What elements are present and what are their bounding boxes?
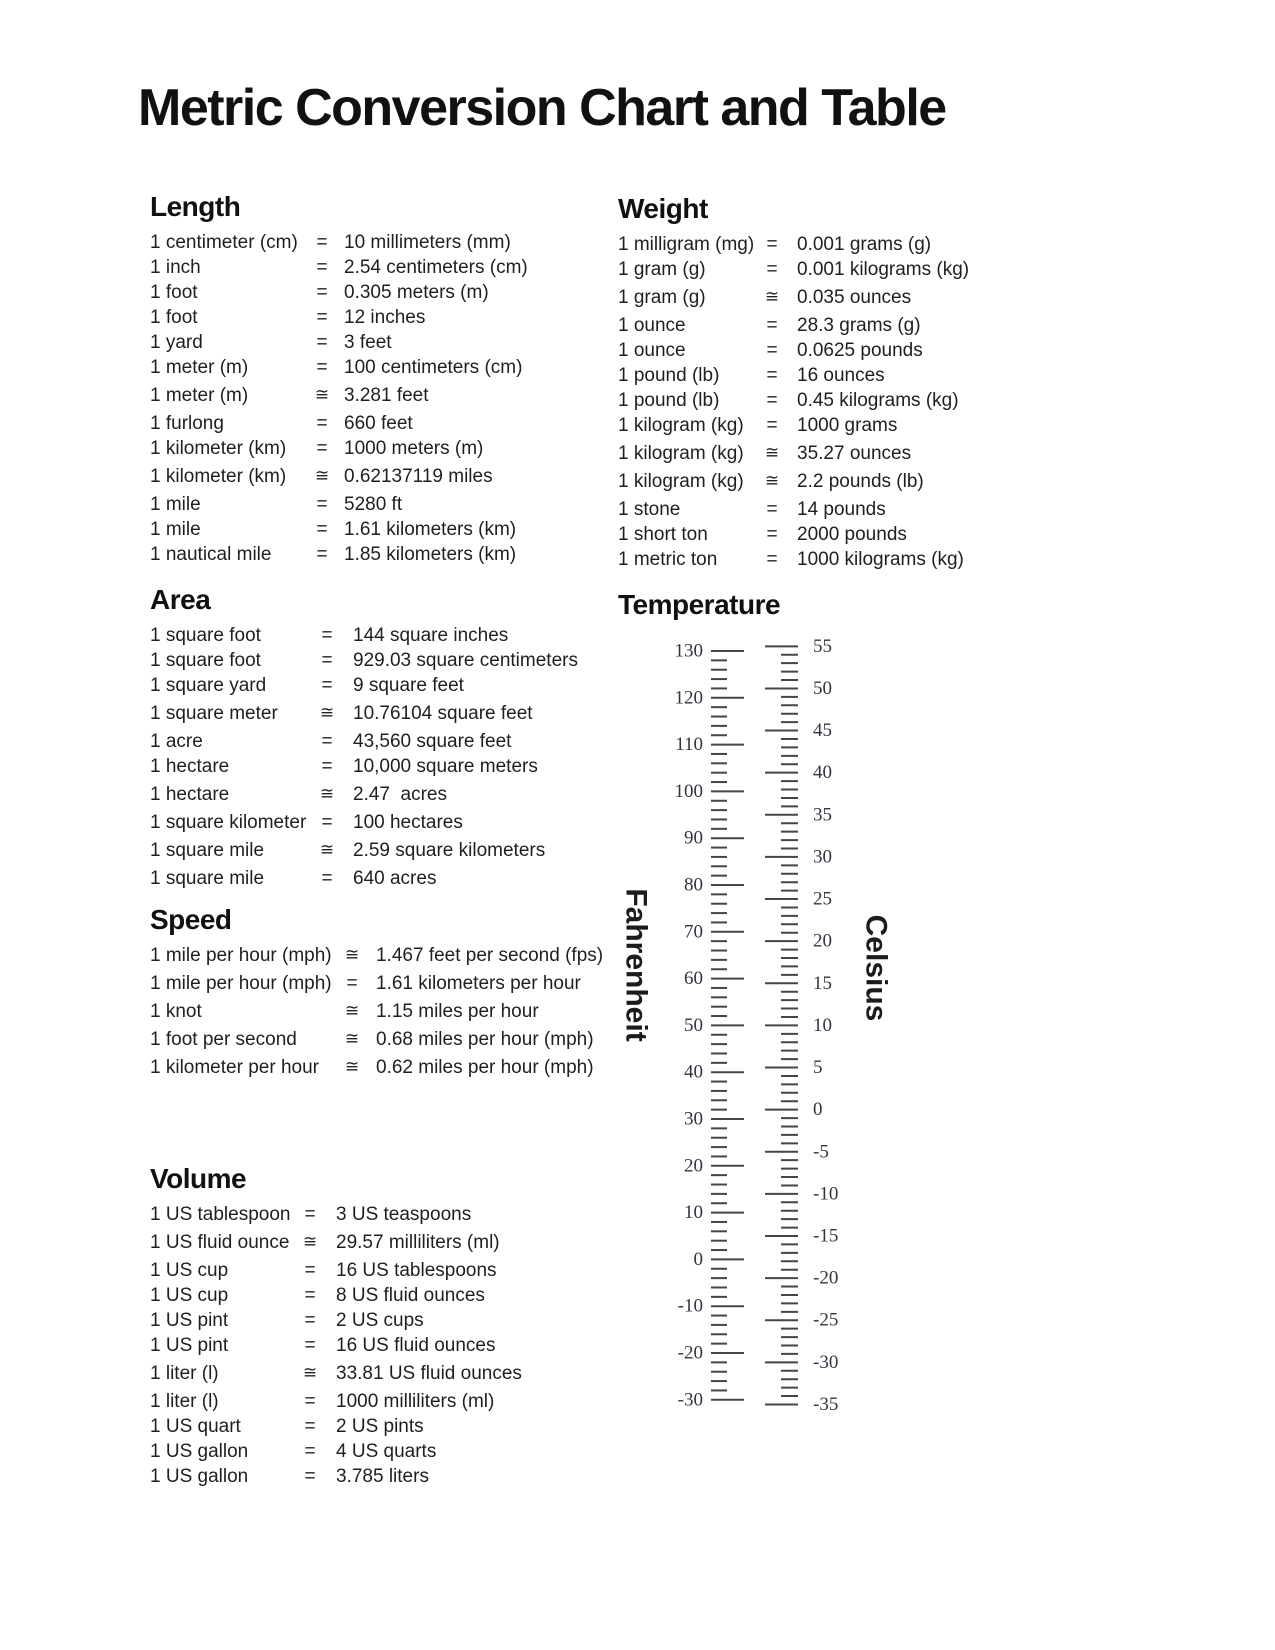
relation-symbol: = — [321, 625, 333, 646]
conversion-term: 1 kilometer per hour — [150, 1057, 319, 1078]
relation-symbol: = — [316, 257, 328, 278]
relation-symbol: ≅ — [319, 703, 335, 723]
scale-number: 80 — [684, 874, 703, 896]
relation-symbol: = — [316, 519, 328, 540]
conversion-value: 1000 meters (m) — [344, 438, 484, 459]
relation-symbol: = — [321, 868, 333, 889]
conversion-term: 1 kilometer (km) — [150, 466, 287, 487]
conversion-row — [150, 866, 600, 891]
conversion-row — [150, 729, 600, 754]
conversion-value: 0.001 kilograms (kg) — [797, 259, 970, 280]
relation-symbol: = — [321, 675, 333, 696]
conversion-row — [150, 1439, 600, 1464]
conversion-row — [150, 436, 600, 461]
conversion-term: 1 US cup — [150, 1260, 229, 1281]
conversion-row — [150, 782, 600, 807]
weight-rows — [618, 232, 1098, 572]
conversion-row — [150, 330, 600, 355]
speed-heading: Speed — [150, 904, 232, 935]
conversion-row — [150, 999, 610, 1024]
relation-symbol: = — [304, 1441, 316, 1462]
conversion-value: 2.59 square kilometers — [353, 840, 546, 861]
conversion-value: 0.45 kilograms (kg) — [797, 390, 959, 411]
conversion-value: 29.57 milliliters (ml) — [336, 1232, 500, 1253]
area-heading: Area — [150, 584, 211, 615]
scale-number: 130 — [674, 640, 703, 662]
section-area — [150, 583, 600, 891]
scale-number: 25 — [813, 888, 832, 910]
conversion-value: 33.81 US fluid ounces — [336, 1363, 522, 1384]
conversion-value: 2.2 pounds (lb) — [797, 471, 924, 492]
conversion-term: 1 foot — [150, 282, 198, 303]
conversion-row — [150, 383, 600, 408]
conversion-value: 640 acres — [353, 868, 437, 889]
relation-symbol: = — [766, 499, 778, 520]
scale-number: -5 — [813, 1141, 829, 1163]
relation-symbol: ≅ — [344, 1057, 360, 1077]
conversion-term: 1 ounce — [618, 315, 686, 336]
scale-number: 5 — [813, 1057, 823, 1079]
relation-symbol: = — [316, 413, 328, 434]
conversion-row — [150, 648, 600, 673]
conversion-value: 16 US fluid ounces — [336, 1335, 496, 1356]
conversion-row — [618, 257, 1098, 282]
conversion-term: 1 gram (g) — [618, 287, 706, 308]
conversion-term: 1 meter (m) — [150, 385, 249, 406]
conversion-value: 10.76104 square feet — [353, 703, 533, 724]
conversion-value: 0.001 grams (g) — [797, 234, 932, 255]
conversion-value: 1.85 kilometers (km) — [344, 544, 517, 565]
fahrenheit-scale — [675, 641, 745, 1411]
conversion-row — [150, 230, 600, 255]
conversion-value: 144 square inches — [353, 625, 509, 646]
conversion-term: 1 short ton — [618, 524, 708, 545]
relation-symbol: = — [304, 1466, 316, 1487]
conversion-term: 1 meter (m) — [150, 357, 249, 378]
relation-symbol: = — [316, 494, 328, 515]
conversion-row — [150, 411, 600, 436]
relation-symbol: = — [766, 315, 778, 336]
conversion-row — [150, 810, 600, 835]
celsius-scale — [765, 636, 838, 1415]
section-speed — [150, 903, 610, 1083]
conversion-row — [150, 492, 600, 517]
conversion-term: 1 yard — [150, 332, 203, 353]
conversion-term: 1 US gallon — [150, 1466, 249, 1487]
conversion-value: 5280 ft — [344, 494, 403, 515]
scale-number: 40 — [813, 762, 832, 784]
relation-symbol: ≅ — [319, 840, 335, 860]
conversion-row — [618, 363, 1098, 388]
conversion-term: 1 acre — [150, 731, 203, 752]
relation-symbol: = — [304, 1285, 316, 1306]
conversion-value: 0.0625 pounds — [797, 340, 923, 361]
conversion-row — [150, 1283, 600, 1308]
conversion-value: 10 millimeters (mm) — [344, 232, 511, 253]
scale-number: 110 — [675, 734, 703, 756]
section-weight — [618, 192, 1098, 572]
conversion-term: 1 pound (lb) — [618, 365, 720, 386]
conversion-term: 1 gram (g) — [618, 259, 706, 280]
conversion-row — [618, 413, 1098, 438]
relation-symbol: = — [316, 282, 328, 303]
conversion-term: 1 US quart — [150, 1416, 241, 1437]
scale-number: -30 — [813, 1351, 839, 1373]
relation-symbol: ≅ — [344, 1029, 360, 1049]
conversion-term: 1 US fluid ounce — [150, 1232, 290, 1253]
conversion-term: 1 mile — [150, 519, 201, 540]
scale-number: 0 — [693, 1248, 703, 1270]
conversion-row — [150, 1055, 610, 1080]
scale-number: 70 — [684, 921, 703, 943]
conversion-row — [150, 542, 600, 567]
scale-number: 20 — [684, 1155, 703, 1177]
conversion-term: 1 pound (lb) — [618, 390, 720, 411]
weight-heading: Weight — [618, 193, 708, 224]
conversion-row — [150, 517, 600, 542]
conversion-value: 10,000 square meters — [353, 756, 538, 777]
scale-number: 40 — [684, 1061, 703, 1083]
conversion-term: 1 kilogram (kg) — [618, 471, 744, 492]
relation-symbol: ≅ — [764, 471, 780, 491]
conversion-term: 1 square foot — [150, 625, 261, 646]
conversion-term: 1 square mile — [150, 868, 265, 889]
relation-symbol: = — [316, 232, 328, 253]
scale-number: 30 — [684, 1108, 703, 1130]
conversion-value: 1000 kilograms (kg) — [797, 549, 964, 570]
conversion-value: 100 centimeters (cm) — [344, 357, 523, 378]
conversion-term: 1 nautical mile — [150, 544, 272, 565]
conversion-row — [150, 1389, 600, 1414]
conversion-value: 929.03 square centimeters — [353, 650, 578, 671]
relation-symbol: = — [766, 524, 778, 545]
conversion-term: 1 liter (l) — [150, 1363, 219, 1384]
conversion-value: 660 feet — [344, 413, 413, 434]
fahrenheit-axis-label: Fahrenheit — [619, 888, 653, 1042]
relation-symbol: = — [321, 650, 333, 671]
conversion-term: 1 foot per second — [150, 1029, 297, 1050]
volume-heading: Volume — [150, 1163, 247, 1194]
relation-symbol: ≅ — [302, 1232, 318, 1252]
relation-symbol: = — [321, 812, 333, 833]
section-volume — [150, 1162, 600, 1489]
conversion-term: 1 centimeter (cm) — [150, 232, 298, 253]
scale-number: 20 — [813, 930, 832, 952]
conversion-row — [618, 469, 1098, 494]
conversion-row — [150, 1414, 600, 1439]
relation-symbol: = — [321, 756, 333, 777]
conversion-term: 1 furlong — [150, 413, 224, 434]
relation-symbol: = — [766, 259, 778, 280]
relation-symbol: = — [346, 973, 358, 994]
conversion-value: 0.62137119 miles — [344, 466, 493, 487]
scale-number: -30 — [677, 1389, 703, 1411]
conversion-row — [618, 441, 1098, 466]
area-rows — [150, 623, 600, 891]
conversion-row — [150, 255, 600, 280]
conversion-value: 0.035 ounces — [797, 287, 912, 308]
page-title: Metric Conversion Chart and Table — [138, 79, 946, 137]
conversion-term: 1 square kilometer — [150, 812, 307, 833]
conversion-row — [618, 232, 1098, 257]
relation-symbol: ≅ — [319, 784, 335, 804]
conversion-row — [618, 497, 1098, 522]
scale-number: 15 — [813, 972, 832, 994]
conversion-term: 1 kilogram (kg) — [618, 415, 744, 436]
relation-symbol: = — [316, 332, 328, 353]
conversion-row — [618, 285, 1098, 310]
conversion-row — [150, 305, 600, 330]
scale-number: 55 — [813, 635, 832, 657]
conversion-term: 1 US pint — [150, 1310, 229, 1331]
conversion-term: 1 kilogram (kg) — [618, 443, 744, 464]
relation-symbol: = — [304, 1204, 316, 1225]
relation-symbol: ≅ — [764, 443, 780, 463]
conversion-row — [150, 1230, 600, 1255]
conversion-term: 1 US cup — [150, 1285, 229, 1306]
conversion-row — [150, 1202, 600, 1227]
relation-symbol: = — [766, 415, 778, 436]
conversion-row — [150, 1361, 600, 1386]
scale-number: 60 — [684, 968, 703, 990]
length-rows — [150, 230, 600, 567]
conversion-term: 1 US tablespoon — [150, 1204, 291, 1225]
conversion-value: 16 ounces — [797, 365, 885, 386]
conversion-term: 1 foot — [150, 307, 198, 328]
conversion-value: 0.62 miles per hour (mph) — [376, 1057, 594, 1078]
relation-symbol: = — [316, 307, 328, 328]
conversion-value: 9 square feet — [353, 675, 464, 696]
scale-number: 10 — [684, 1202, 703, 1224]
conversion-term: 1 milligram (mg) — [618, 234, 755, 255]
conversion-value: 8 US fluid ounces — [336, 1285, 485, 1306]
scale-number: 30 — [813, 846, 832, 868]
conversion-term: 1 US gallon — [150, 1441, 249, 1462]
conversion-term: 1 hectare — [150, 784, 230, 805]
section-length — [150, 190, 600, 567]
volume-rows — [150, 1202, 600, 1489]
length-heading: Length — [150, 191, 241, 222]
relation-symbol: = — [304, 1310, 316, 1331]
scale-number: 10 — [813, 1014, 832, 1036]
scale-number: 45 — [813, 720, 832, 742]
conversion-value: 2.47 acres — [353, 784, 447, 805]
conversion-value: 28.3 grams (g) — [797, 315, 921, 336]
conversion-row — [150, 1258, 600, 1283]
conversion-term: 1 stone — [618, 499, 681, 520]
conversion-row — [618, 338, 1098, 363]
scale-number: 35 — [813, 804, 832, 826]
relation-symbol: = — [316, 357, 328, 378]
relation-symbol: = — [766, 549, 778, 570]
relation-symbol: = — [766, 390, 778, 411]
scale-number: 0 — [813, 1099, 823, 1121]
conversion-value: 43,560 square feet — [353, 731, 512, 752]
conversion-value: 2 US pints — [336, 1416, 424, 1437]
conversion-term: 1 US pint — [150, 1335, 229, 1356]
conversion-row — [618, 547, 1098, 572]
conversion-value: 1.15 miles per hour — [376, 1001, 539, 1022]
conversion-value: 1.467 feet per second (fps) — [376, 945, 604, 966]
conversion-value: 1000 milliliters (ml) — [336, 1391, 495, 1412]
conversion-value: 3 feet — [344, 332, 392, 353]
scale-number: 50 — [684, 1014, 703, 1036]
conversion-term: 1 square mile — [150, 840, 265, 861]
conversion-term: 1 mile — [150, 494, 201, 515]
conversion-value: 0.305 meters (m) — [344, 282, 489, 303]
celsius-axis-label: Celsius — [859, 914, 893, 1022]
conversion-value: 14 pounds — [797, 499, 886, 520]
relation-symbol: ≅ — [344, 945, 360, 965]
relation-symbol: = — [304, 1416, 316, 1437]
conversion-row — [150, 464, 600, 489]
relation-symbol: = — [766, 365, 778, 386]
temperature-heading: Temperature — [618, 589, 781, 620]
conversion-row — [150, 280, 600, 305]
conversion-term: 1 hectare — [150, 756, 230, 777]
speed-rows — [150, 943, 610, 1080]
conversion-row — [150, 971, 610, 996]
conversion-row — [618, 522, 1098, 547]
conversion-term: 1 inch — [150, 257, 201, 278]
conversion-row — [150, 673, 600, 698]
conversion-value: 3.785 liters — [336, 1466, 429, 1487]
relation-symbol: = — [316, 544, 328, 565]
scale-number: 100 — [674, 780, 703, 802]
relation-symbol: = — [304, 1335, 316, 1356]
conversion-term: 1 metric ton — [618, 549, 718, 570]
conversion-row — [150, 754, 600, 779]
conversion-term: 1 mile per hour (mph) — [150, 945, 332, 966]
conversion-value: 3.281 feet — [344, 385, 429, 406]
conversion-value: 4 US quarts — [336, 1441, 437, 1462]
scale-number: 90 — [684, 827, 703, 849]
conversion-value: 35.27 ounces — [797, 443, 912, 464]
conversion-row — [150, 623, 600, 648]
relation-symbol: ≅ — [764, 287, 780, 307]
conversion-term: 1 square yard — [150, 675, 267, 696]
conversion-row — [150, 1308, 600, 1333]
conversion-value: 3 US teaspoons — [336, 1204, 472, 1225]
conversion-value: 1000 grams — [797, 415, 898, 436]
scale-number: -10 — [813, 1183, 839, 1205]
conversion-value: 12 inches — [344, 307, 426, 328]
relation-symbol: ≅ — [314, 466, 330, 486]
conversion-row — [150, 838, 600, 863]
scale-number: 120 — [674, 687, 703, 709]
conversion-row — [150, 1333, 600, 1358]
conversion-row — [618, 313, 1098, 338]
scale-number: 50 — [813, 677, 832, 699]
conversion-row — [618, 388, 1098, 413]
conversion-row — [150, 943, 610, 968]
scale-number: -25 — [813, 1309, 839, 1331]
conversion-value: 2 US cups — [336, 1310, 424, 1331]
relation-symbol: = — [321, 731, 333, 752]
conversion-term: 1 square meter — [150, 703, 278, 724]
conversion-term: 1 kilometer (km) — [150, 438, 287, 459]
relation-symbol: = — [304, 1391, 316, 1412]
scale-number: -35 — [813, 1393, 839, 1415]
conversion-term: 1 knot — [150, 1001, 202, 1022]
conversion-row — [150, 355, 600, 380]
relation-symbol: ≅ — [344, 1001, 360, 1021]
conversion-value: 100 hectares — [353, 812, 463, 833]
relation-symbol: = — [304, 1260, 316, 1281]
conversion-term: 1 ounce — [618, 340, 686, 361]
scale-number: -10 — [677, 1295, 703, 1317]
conversion-term: 1 square foot — [150, 650, 261, 671]
relation-symbol: ≅ — [314, 385, 330, 405]
conversion-row — [150, 1464, 600, 1489]
relation-symbol: = — [766, 340, 778, 361]
conversion-row — [150, 701, 600, 726]
conversion-row — [150, 1027, 610, 1052]
scale-number: -20 — [677, 1342, 703, 1364]
relation-symbol: = — [766, 234, 778, 255]
conversion-value: 1.61 kilometers per hour — [376, 973, 581, 994]
conversion-value: 2.54 centimeters (cm) — [344, 257, 528, 278]
conversion-value: 2000 pounds — [797, 524, 907, 545]
temperature-ruler-container — [585, 610, 905, 1420]
conversion-term: 1 liter (l) — [150, 1391, 219, 1412]
relation-symbol: ≅ — [302, 1363, 318, 1383]
scale-number: -20 — [813, 1267, 839, 1289]
temperature-ruler — [585, 610, 905, 1420]
conversion-term: 1 mile per hour (mph) — [150, 973, 332, 994]
conversion-value: 0.68 miles per hour (mph) — [376, 1029, 594, 1050]
conversion-value: 16 US tablespoons — [336, 1260, 497, 1281]
scale-number: -15 — [813, 1225, 839, 1247]
relation-symbol: = — [316, 438, 328, 459]
conversion-value: 1.61 kilometers (km) — [344, 519, 517, 540]
